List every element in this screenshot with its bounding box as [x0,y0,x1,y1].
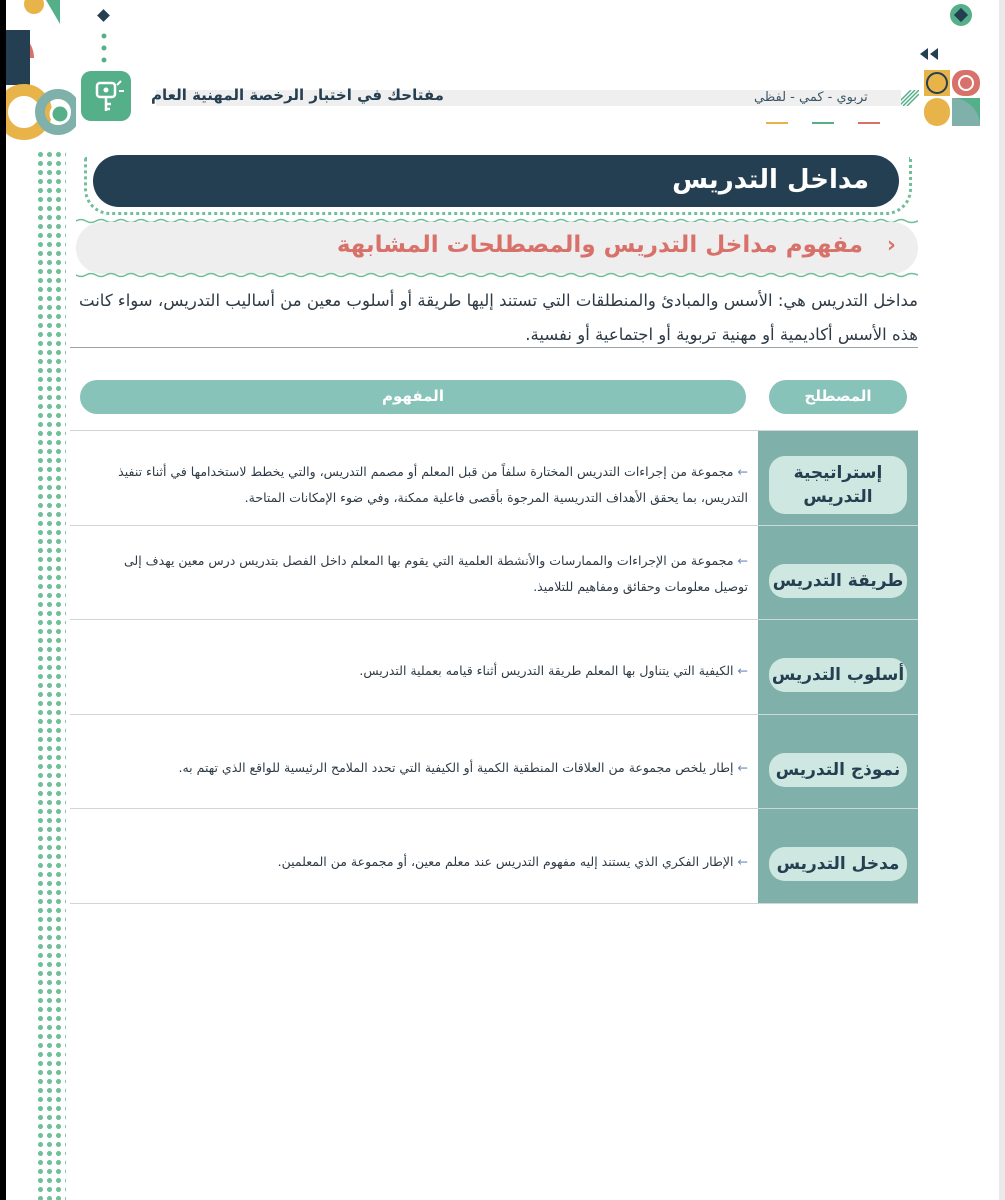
terms-table [70,430,918,904]
table-row [70,715,918,810]
header-term: المصطلح [769,380,907,414]
concept-text [90,849,748,875]
arrow-left-icon: ← [737,759,748,775]
key-icon [81,71,131,121]
subtitle-bar [76,222,918,274]
table-row [70,620,918,715]
dotted-border-decoration [36,150,66,1200]
term-label [769,658,907,692]
term-label [769,564,907,598]
term-text: مدخل التدريس [776,854,900,874]
section-title-bar [93,155,899,207]
term-cell [758,715,918,809]
concept-value: الكيفية التي يتناول بها المعلم طريقة التدريس أثناء قيامه بعملية التدريس. [359,663,734,678]
header-tags: تربوي - كمي - لفظي [754,90,868,105]
arrow-left-icon: ← [737,854,748,869]
term-cell [758,809,918,903]
table-row [70,431,918,526]
term-cell [758,620,918,714]
term-label [769,753,907,787]
section-subtitle: مفهوم مداخل التدريس والمصطلحات المشابهة [336,232,863,258]
top-right-circle-decoration [946,2,976,32]
arrow-left-icon: ← [737,464,748,479]
concept-text [70,755,748,781]
arrow-left-icon: ← [737,552,748,568]
concept-text [90,548,748,600]
term-text: إستراتيجية التدريس [793,463,883,507]
tag-underlines [766,109,904,128]
page-edge [999,0,1005,1200]
book-title: مفتاحك في اختبار الرخصة المهنية العام [151,86,444,104]
term-text: أسلوب التدريس [771,665,905,685]
arrow-left-icon: ← [737,663,748,678]
hatch-icon [899,90,919,106]
term-label [769,456,907,514]
top-right-geometric-decoration [916,46,982,128]
concept-value: الإطار الفكري الذي يستند إليه مفهوم التدريس عند معلم معين، أو مجموعة من المعلمين. [277,854,734,869]
wave-decoration-bottom [76,272,918,278]
term-text: طريقة التدريس [772,570,904,591]
table-row [70,526,918,621]
term-text: نموذج التدريس [775,759,901,780]
term-cell [758,526,918,620]
definition-paragraph: مداخل التدريس هي: الأسس والمبادئ والمنطلقات التي تستند إليها طريقة أو أسلوب معين من أساليب التدريس، سواء كانت هذه الأسس أكاديمية أو مهنية تربوية أو اجتماعية أو نفسية. [79,291,918,344]
chevron-right-icon: › [886,233,896,258]
concept-text [90,658,748,684]
concept-text [90,459,748,511]
concept-value: مجموعة من الإجراءات والممارسات والأنشطة العلمية التي يقوم بها المعلم داخل الفصل بتدريس درس معين يهدف إلى توصيل معلومات وحقائق ومفاهيم للتلاميذ. [124,552,748,594]
page [6,0,999,1200]
concept-value: إطار يلخص مجموعة من العلاقات المنطقية الكمية أو الكيفية التي تحدد الملامح الرئيسية للواقع الذي تهتم به. [178,759,734,775]
term-label [769,847,907,881]
term-cell [758,431,918,525]
section-title: مداخل التدريس [672,165,869,195]
divider-line [70,347,918,348]
concept-value: مجموعة من إجراءات التدريس المختارة سلفاً من قبل المعلم أو مصمم التدريس، والتي يخطط لاستخدامها في أثناء تنفيذ التدريس، بما يحقق الأهداف التدريسية المرجوة بأقصى فاعلية ممكنة، وفي ضوء الإمكانات المتاحة. [118,464,748,505]
table-row [70,809,918,904]
header-concept: المفهوم [80,380,746,414]
top-left-decoration [6,0,76,150]
vertical-dots-decoration [94,8,114,68]
small-circle-decoration [48,102,72,126]
